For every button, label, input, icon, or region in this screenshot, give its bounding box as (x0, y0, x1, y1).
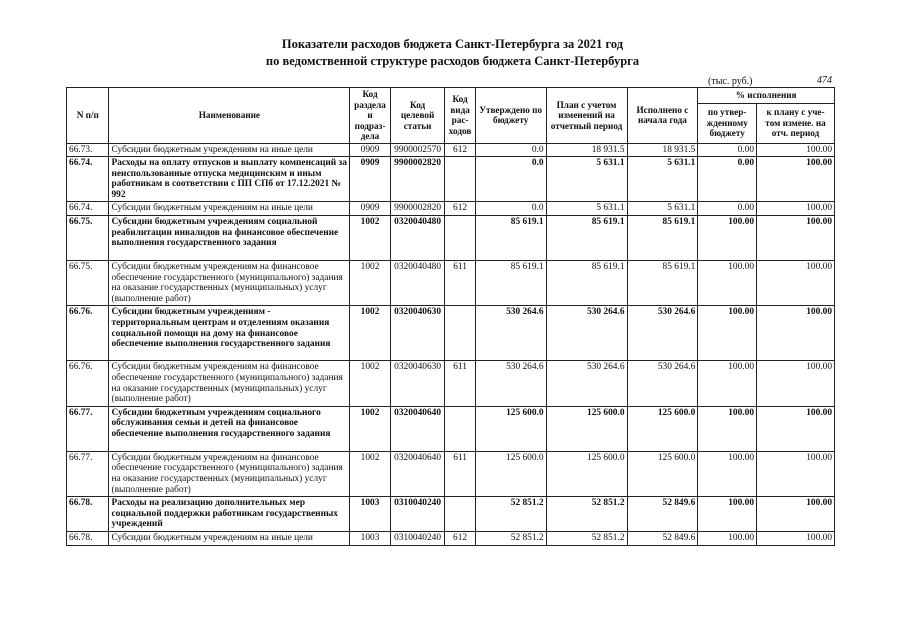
row-executed: 125 600.0 (627, 451, 698, 496)
row-approved: 530 264.6 (475, 306, 546, 361)
row-target-code: 0310040240 (390, 497, 445, 532)
row-name: Субсидии бюджетным учреждениям на финансовое обеспечение государственного (муниципального) задания на оказание государственных (муниципальных) услуг (выполнение работ) (109, 451, 350, 496)
row-pct-plan: 100.00 (757, 143, 835, 157)
row-pct-approved: 0.00 (698, 202, 757, 216)
row-name: Субсидии бюджетным учреждениям - территориальным центрам и отделениям оказания социальной помощи на дому на финансовое обеспечение выполнения государственного задания (109, 306, 350, 361)
table-row (67, 361, 835, 406)
table-body (67, 143, 835, 545)
row-pct-approved: 0.00 (698, 143, 757, 157)
row-pct-plan: 100.00 (757, 306, 835, 361)
header-target: Код целевой статьи (390, 88, 445, 144)
row-pct-approved: 0.00 (698, 157, 757, 202)
row-section-code: 1002 (350, 406, 390, 451)
row-plan: 5 631.1 (546, 202, 627, 216)
row-executed: 85 619.1 (627, 216, 698, 261)
row-executed: 52 849.6 (627, 531, 698, 545)
row-name: Субсидии бюджетным учреждениям на иные цели (109, 202, 350, 216)
row-executed: 5 631.1 (627, 157, 698, 202)
row-plan: 530 264.6 (546, 306, 627, 361)
header-name: Наименование (109, 88, 350, 144)
document-subtitle: по ведомственной структуре расходов бюджета Санкт-Петербурга (265, 54, 640, 68)
row-name: Субсидии бюджетным учреждениям на финансовое обеспечение государственного (муниципального) задания на оказание государственных (муниципальных) услуг (выполнение работ) (109, 261, 350, 306)
row-number: 66.76. (67, 306, 109, 361)
row-target-code: 0320040480 (390, 261, 445, 306)
row-pct-approved: 100.00 (698, 306, 757, 361)
row-name: Субсидии бюджетным учреждениям на иные цели (109, 143, 350, 157)
row-number: 66.76. (67, 361, 109, 406)
row-pct-plan: 100.00 (757, 361, 835, 406)
row-expense-type (445, 216, 475, 261)
row-number: 66.77. (67, 451, 109, 496)
row-number: 66.75. (67, 216, 109, 261)
row-expense-type: 611 (445, 361, 475, 406)
row-approved: 52 851.2 (475, 531, 546, 545)
row-approved: 0.0 (475, 143, 546, 157)
row-plan: 52 851.2 (546, 531, 627, 545)
row-section-code: 1002 (350, 261, 390, 306)
table-row (67, 143, 835, 157)
row-target-code: 9900002570 (390, 143, 445, 157)
page-number: 474 (817, 75, 832, 86)
row-name: Расходы на реализацию дополнительных мер социальной поддержки работникам государственных учреждений (109, 497, 350, 532)
row-name: Субсидии бюджетным учреждениям социальной реабилитации инвалидов на финансовое обеспечение выполнения государственного задания (109, 216, 350, 261)
row-number: 66.75. (67, 261, 109, 306)
table-row (67, 261, 835, 306)
row-plan: 125 600.0 (546, 451, 627, 496)
row-pct-approved: 100.00 (698, 261, 757, 306)
table-row (67, 451, 835, 496)
table-row (67, 157, 835, 202)
row-pct-approved: 100.00 (698, 216, 757, 261)
row-expense-type: 612 (445, 531, 475, 545)
row-number: 66.74. (67, 157, 109, 202)
row-section-code: 1002 (350, 451, 390, 496)
row-expense-type (445, 306, 475, 361)
row-section-code: 1003 (350, 497, 390, 532)
row-approved: 0.0 (475, 157, 546, 202)
row-approved: 530 264.6 (475, 361, 546, 406)
row-plan: 125 600.0 (546, 406, 627, 451)
row-section-code: 0909 (350, 157, 390, 202)
row-pct-approved: 100.00 (698, 531, 757, 545)
row-section-code: 1003 (350, 531, 390, 545)
row-plan: 85 619.1 (546, 261, 627, 306)
row-approved: 125 600.0 (475, 406, 546, 451)
row-plan: 85 619.1 (546, 216, 627, 261)
header-plan: План с учетом изменений на отчетный период (546, 88, 627, 144)
row-executed: 530 264.6 (627, 306, 698, 361)
row-plan: 52 851.2 (546, 497, 627, 532)
row-pct-plan: 100.00 (757, 261, 835, 306)
row-pct-approved: 100.00 (698, 361, 757, 406)
header-approved: Утверждено по бюджету (475, 88, 546, 144)
row-plan: 18 931.5 (546, 143, 627, 157)
row-target-code: 0320040640 (390, 451, 445, 496)
header-type: Код вида рас-ходов (445, 88, 475, 144)
row-executed: 52 849.6 (627, 497, 698, 532)
row-executed: 125 600.0 (627, 406, 698, 451)
row-number: 66.74. (67, 202, 109, 216)
budget-table (66, 87, 835, 546)
header-executed: Исполнено с начала года (627, 88, 698, 144)
row-name: Субсидии бюджетным учреждениям социального обслуживания семьи и детей на финансовое обеспечение выполнения государственного задания (109, 406, 350, 451)
row-expense-type: 611 (445, 261, 475, 306)
row-name: Расходы на оплату отпусков и выплату компенсаций за неиспользованные отпуска медицинским и иным работникам в соответствии с ПП СПб от 17.12.2021 № 992 (109, 157, 350, 202)
row-approved: 85 619.1 (475, 216, 546, 261)
row-target-code: 0320040630 (390, 306, 445, 361)
table-row (67, 531, 835, 545)
row-pct-plan: 100.00 (757, 531, 835, 545)
row-executed: 5 631.1 (627, 202, 698, 216)
row-pct-approved: 100.00 (698, 497, 757, 532)
row-approved: 85 619.1 (475, 261, 546, 306)
row-pct-approved: 100.00 (698, 406, 757, 451)
header-pct-group: % исполнения (698, 88, 835, 104)
row-pct-plan: 100.00 (757, 157, 835, 202)
row-expense-type (445, 157, 475, 202)
row-section-code: 1002 (350, 216, 390, 261)
row-approved: 0.0 (475, 202, 546, 216)
row-section-code: 0909 (350, 143, 390, 157)
row-executed: 530 264.6 (627, 361, 698, 406)
row-pct-plan: 100.00 (757, 497, 835, 532)
row-pct-plan: 100.00 (757, 406, 835, 451)
row-target-code: 9900002820 (390, 157, 445, 202)
row-name: Субсидии бюджетным учреждениям на финансовое обеспечение государственного (муниципального) задания на оказание государственных (муниципальных) услуг (выполнение работ) (109, 361, 350, 406)
row-executed: 85 619.1 (627, 261, 698, 306)
row-target-code: 0320040640 (390, 406, 445, 451)
row-number: 66.73. (67, 143, 109, 157)
row-number: 66.77. (67, 406, 109, 451)
table-header (67, 88, 835, 144)
row-pct-approved: 100.00 (698, 451, 757, 496)
row-target-code: 0320040480 (390, 216, 445, 261)
row-expense-type (445, 406, 475, 451)
row-number: 66.78. (67, 531, 109, 545)
header-pct-approved: по утвер-жденному бюджету (698, 103, 757, 143)
header-section: Код раздела и подраз-дела (350, 88, 390, 144)
row-name: Субсидии бюджетным учреждениям на иные цели (109, 531, 350, 545)
row-executed: 18 931.5 (627, 143, 698, 157)
table-row (67, 306, 835, 361)
row-approved: 125 600.0 (475, 451, 546, 496)
row-expense-type: 612 (445, 143, 475, 157)
document-title: Показатели расходов бюджета Санкт-Петербурга за 2021 год (281, 37, 624, 51)
row-expense-type: 612 (445, 202, 475, 216)
row-pct-plan: 100.00 (757, 216, 835, 261)
header-num: N п/п (67, 88, 109, 144)
row-pct-plan: 100.00 (757, 202, 835, 216)
row-target-code: 9900002820 (390, 202, 445, 216)
table-row (67, 202, 835, 216)
row-target-code: 0310040240 (390, 531, 445, 545)
row-section-code: 1002 (350, 306, 390, 361)
units-label: (тыс. руб.) (708, 76, 753, 87)
row-section-code: 0909 (350, 202, 390, 216)
table-row (67, 216, 835, 261)
row-plan: 530 264.6 (546, 361, 627, 406)
table-row (67, 406, 835, 451)
row-section-code: 1002 (350, 361, 390, 406)
row-number: 66.78. (67, 497, 109, 532)
header-pct-plan: к плану с уче-том измене. на отч. период (757, 103, 835, 143)
row-approved: 52 851.2 (475, 497, 546, 532)
row-plan: 5 631.1 (546, 157, 627, 202)
table-row (67, 497, 835, 532)
row-target-code: 0320040630 (390, 361, 445, 406)
row-expense-type: 611 (445, 451, 475, 496)
row-expense-type (445, 497, 475, 532)
row-pct-plan: 100.00 (757, 451, 835, 496)
